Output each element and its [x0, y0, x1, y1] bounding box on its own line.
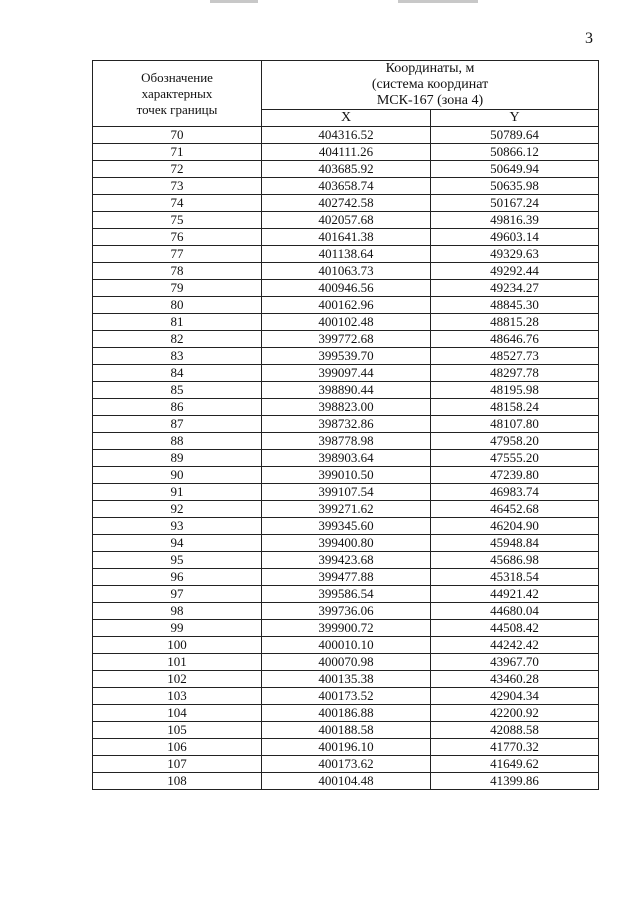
point-number-cell: 80 [93, 297, 262, 314]
x-column-header: X [262, 110, 431, 127]
table-row [93, 739, 599, 756]
table-row [93, 212, 599, 229]
point-number-cell: 97 [93, 586, 262, 603]
x-coordinate-cell: 399900.72 [262, 620, 431, 637]
y-coordinate-cell: 45948.84 [431, 535, 599, 552]
point-number-cell: 108 [93, 773, 262, 790]
x-coordinate-cell: 402742.58 [262, 195, 431, 212]
point-number-cell: 93 [93, 518, 262, 535]
x-coordinate-cell: 399736.06 [262, 603, 431, 620]
point-number-cell: 86 [93, 399, 262, 416]
y-coordinate-cell: 44242.42 [431, 637, 599, 654]
table-row [93, 127, 599, 144]
x-coordinate-cell: 398732.86 [262, 416, 431, 433]
y-coordinate-cell: 48646.76 [431, 331, 599, 348]
point-number-cell: 100 [93, 637, 262, 654]
header-line: МСК-167 (зона 4) [376, 93, 484, 108]
point-number-cell: 85 [93, 382, 262, 399]
table-row [93, 586, 599, 603]
y-coordinate-cell: 49234.27 [431, 280, 599, 297]
point-number-cell: 99 [93, 620, 262, 637]
y-coordinate-cell: 48107.80 [431, 416, 599, 433]
point-number-cell: 76 [93, 229, 262, 246]
x-coordinate-cell: 399772.68 [262, 331, 431, 348]
x-coordinate-cell: 399271.62 [262, 501, 431, 518]
point-number-cell: 88 [93, 433, 262, 450]
x-coordinate-cell: 399539.70 [262, 348, 431, 365]
table-row [93, 518, 599, 535]
y-coordinate-cell: 50789.64 [431, 127, 599, 144]
point-number-cell: 103 [93, 688, 262, 705]
y-coordinate-cell: 46983.74 [431, 484, 599, 501]
x-coordinate-cell: 400162.96 [262, 297, 431, 314]
point-number-cell: 81 [93, 314, 262, 331]
x-coordinate-cell: 400946.56 [262, 280, 431, 297]
x-coordinate-cell: 401138.64 [262, 246, 431, 263]
table-row [93, 382, 599, 399]
point-number-cell: 73 [93, 178, 262, 195]
header-line: точек границы [136, 101, 218, 117]
x-coordinate-cell: 399423.68 [262, 552, 431, 569]
x-coordinate-cell: 404316.52 [262, 127, 431, 144]
y-coordinate-cell: 48297.78 [431, 365, 599, 382]
y-coordinate-cell: 50635.98 [431, 178, 599, 195]
y-column-header: Y [431, 110, 599, 127]
coordinates-table [92, 60, 599, 790]
x-coordinate-cell: 401063.73 [262, 263, 431, 280]
point-number-cell: 83 [93, 348, 262, 365]
y-coordinate-cell: 46204.90 [431, 518, 599, 535]
x-coordinate-cell: 404111.26 [262, 144, 431, 161]
x-coordinate-cell: 399345.60 [262, 518, 431, 535]
table-row [93, 365, 599, 382]
table-row [93, 620, 599, 637]
point-number-cell: 82 [93, 331, 262, 348]
y-coordinate-cell: 50167.24 [431, 195, 599, 212]
x-coordinate-cell: 400102.48 [262, 314, 431, 331]
point-number-cell: 96 [93, 569, 262, 586]
table-row [93, 603, 599, 620]
scan-edge-artifact [0, 0, 640, 12]
table-row [93, 331, 599, 348]
header-line: характерных [141, 85, 213, 101]
table-row [93, 773, 599, 790]
table-row [93, 637, 599, 654]
x-coordinate-cell: 400186.88 [262, 705, 431, 722]
y-coordinate-cell: 41649.62 [431, 756, 599, 773]
x-coordinate-cell: 403685.92 [262, 161, 431, 178]
y-coordinate-cell: 43967.70 [431, 654, 599, 671]
table-row [93, 756, 599, 773]
x-coordinate-cell: 402057.68 [262, 212, 431, 229]
y-coordinate-cell: 49292.44 [431, 263, 599, 280]
y-coordinate-cell: 46452.68 [431, 501, 599, 518]
table-row [93, 399, 599, 416]
table-row [93, 484, 599, 501]
coordinates-header [262, 61, 599, 110]
y-coordinate-cell: 42088.58 [431, 722, 599, 739]
x-coordinate-cell: 399477.88 [262, 569, 431, 586]
table-row [93, 501, 599, 518]
x-coordinate-cell: 399097.44 [262, 365, 431, 382]
point-number-cell: 94 [93, 535, 262, 552]
table-row [93, 178, 599, 195]
point-number-cell: 102 [93, 671, 262, 688]
table-row [93, 450, 599, 467]
point-number-cell: 104 [93, 705, 262, 722]
y-coordinate-cell: 50649.94 [431, 161, 599, 178]
point-number-cell: 92 [93, 501, 262, 518]
table-row [93, 161, 599, 178]
table-row [93, 705, 599, 722]
point-number-cell: 74 [93, 195, 262, 212]
point-number-cell: 107 [93, 756, 262, 773]
y-coordinate-cell: 44680.04 [431, 603, 599, 620]
table-row [93, 722, 599, 739]
table-row [93, 671, 599, 688]
x-coordinate-cell: 399010.50 [262, 467, 431, 484]
y-coordinate-cell: 49603.14 [431, 229, 599, 246]
table-row [93, 246, 599, 263]
point-number-cell: 91 [93, 484, 262, 501]
y-coordinate-cell: 45318.54 [431, 569, 599, 586]
table-row [93, 144, 599, 161]
table-row [93, 348, 599, 365]
point-number-cell: 70 [93, 127, 262, 144]
x-coordinate-cell: 400135.38 [262, 671, 431, 688]
table-row [93, 654, 599, 671]
table-row [93, 433, 599, 450]
x-coordinate-cell: 398823.00 [262, 399, 431, 416]
table-row [93, 552, 599, 569]
y-coordinate-cell: 42904.34 [431, 688, 599, 705]
y-coordinate-cell: 48845.30 [431, 297, 599, 314]
point-number-cell: 71 [93, 144, 262, 161]
y-coordinate-cell: 44921.42 [431, 586, 599, 603]
header-line: Обозначение [141, 69, 213, 85]
point-number-cell: 95 [93, 552, 262, 569]
table-row [93, 416, 599, 433]
point-number-cell: 79 [93, 280, 262, 297]
point-number-cell: 78 [93, 263, 262, 280]
table-row [93, 569, 599, 586]
x-coordinate-cell: 398890.44 [262, 382, 431, 399]
x-coordinate-cell: 398778.98 [262, 433, 431, 450]
table-row [93, 195, 599, 212]
table-row [93, 280, 599, 297]
table-row [93, 688, 599, 705]
x-coordinate-cell: 399400.80 [262, 535, 431, 552]
table-row [93, 263, 599, 280]
x-coordinate-cell: 400010.10 [262, 637, 431, 654]
point-number-cell: 87 [93, 416, 262, 433]
x-coordinate-cell: 400196.10 [262, 739, 431, 756]
x-coordinate-cell: 401641.38 [262, 229, 431, 246]
x-coordinate-cell: 403658.74 [262, 178, 431, 195]
point-number-cell: 72 [93, 161, 262, 178]
table-row [93, 467, 599, 484]
point-number-cell: 98 [93, 603, 262, 620]
y-coordinate-cell: 47555.20 [431, 450, 599, 467]
y-coordinate-cell: 42200.92 [431, 705, 599, 722]
y-coordinate-cell: 49816.39 [431, 212, 599, 229]
table-row [93, 314, 599, 331]
x-coordinate-cell: 399107.54 [262, 484, 431, 501]
y-coordinate-cell: 50866.12 [431, 144, 599, 161]
table-row [93, 535, 599, 552]
y-coordinate-cell: 48158.24 [431, 399, 599, 416]
table-row [93, 297, 599, 314]
point-number-cell: 106 [93, 739, 262, 756]
x-coordinate-cell: 399586.54 [262, 586, 431, 603]
point-designation-header [93, 61, 262, 127]
x-coordinate-cell: 400070.98 [262, 654, 431, 671]
point-number-cell: 75 [93, 212, 262, 229]
point-number-cell: 84 [93, 365, 262, 382]
point-number-cell: 105 [93, 722, 262, 739]
y-coordinate-cell: 47239.80 [431, 467, 599, 484]
y-coordinate-cell: 41399.86 [431, 773, 599, 790]
x-coordinate-cell: 398903.64 [262, 450, 431, 467]
x-coordinate-cell: 400104.48 [262, 773, 431, 790]
y-coordinate-cell: 48195.98 [431, 382, 599, 399]
y-coordinate-cell: 47958.20 [431, 433, 599, 450]
header-line: (система координат [371, 77, 489, 92]
y-coordinate-cell: 43460.28 [431, 671, 599, 688]
y-coordinate-cell: 48815.28 [431, 314, 599, 331]
x-coordinate-cell: 400173.52 [262, 688, 431, 705]
page-number: 3 [585, 30, 593, 47]
x-coordinate-cell: 400173.62 [262, 756, 431, 773]
y-coordinate-cell: 45686.98 [431, 552, 599, 569]
table-row [93, 229, 599, 246]
point-number-cell: 89 [93, 450, 262, 467]
y-coordinate-cell: 44508.42 [431, 620, 599, 637]
point-number-cell: 77 [93, 246, 262, 263]
point-number-cell: 90 [93, 467, 262, 484]
y-coordinate-cell: 49329.63 [431, 246, 599, 263]
point-number-cell: 101 [93, 654, 262, 671]
y-coordinate-cell: 48527.73 [431, 348, 599, 365]
x-coordinate-cell: 400188.58 [262, 722, 431, 739]
y-coordinate-cell: 41770.32 [431, 739, 599, 756]
table-body [93, 127, 599, 790]
header-line: Координаты, м [385, 61, 475, 76]
